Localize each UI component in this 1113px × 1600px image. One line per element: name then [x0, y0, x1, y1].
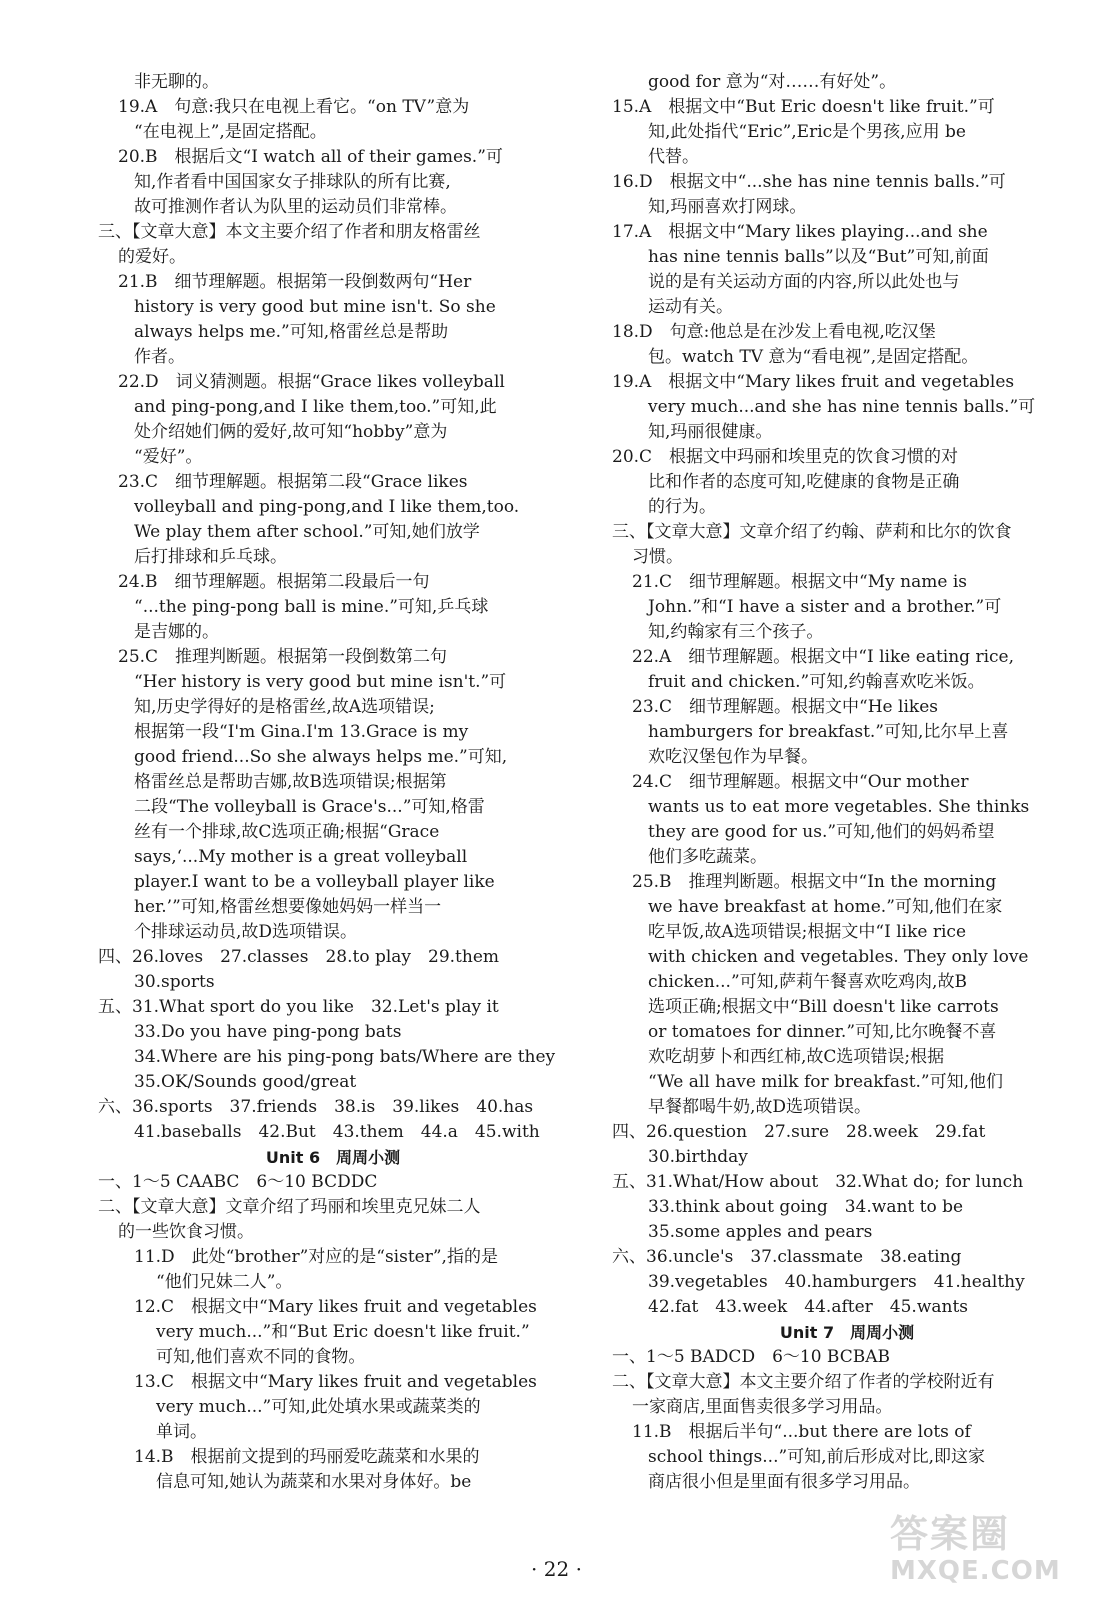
text-line: 知,约翰家有三个孩子。	[648, 622, 824, 642]
text-line: 21.B 细节理解题。根据第一段倒数两句“Her	[118, 272, 472, 292]
text-line: 16.D 根据文中“...she has nine tennis balls.”可	[612, 172, 1006, 192]
section-heading: Unit 6 周周小测	[265, 1148, 401, 1167]
text-line: 六、36.sports 37.friends 38.is 39.likes 40.has	[98, 1097, 534, 1117]
text-line: 二段“The volleyball is Grace's...”可知,格雷	[134, 797, 485, 817]
text-line: 41.baseballs 42.But 43.them 44.a 45.with	[134, 1122, 540, 1142]
text-line: 故可推测作者认为队里的运动员们非常棒。	[134, 197, 457, 217]
text-line: 是吉娜的。	[134, 622, 219, 642]
text-line: 丝有一个排球,故C选项正确;根据“Grace	[134, 822, 440, 842]
text-line: 19.A 句意:我只在电视上看它。“on TV”意为	[118, 97, 470, 117]
text-line: John.”和“I have a sister and a brother.”可	[648, 597, 1002, 617]
text-line: and ping-pong,and I like them,too.”可知,此	[134, 397, 497, 417]
text-line: history is very good but mine isn't. So she	[134, 297, 496, 317]
text-line: very much...and she has nine tennis balls.”可	[648, 397, 1036, 417]
text-line: 24.B 细节理解题。根据第二段最后一句	[118, 572, 430, 592]
text-line: 欢吃汉堡包作为早餐。	[648, 747, 818, 767]
text-line: good friend...So she always helps me.”可知,	[134, 747, 508, 767]
text-line: school things...”可知,前后形成对比,即这家	[648, 1447, 985, 1467]
text-line: 23.C 细节理解题。根据文中“He likes	[632, 697, 938, 717]
text-line: 习惯。	[632, 547, 683, 567]
text-line: 33.Do you have ping-pong bats	[134, 1022, 402, 1042]
text-line: 二、【文章大意】文章介绍了玛丽和埃里克兄妹二人	[98, 1197, 481, 1217]
text-line: has nine tennis balls”以及“But”可知,前面	[648, 247, 989, 267]
text-line: We play them after school.”可知,她们放学	[134, 522, 480, 542]
text-line: 非无聊的。	[134, 72, 219, 92]
text-line: “他们兄妹二人”。	[156, 1272, 293, 1292]
text-line: 早餐都喝牛奶,故D选项错误。	[648, 1097, 872, 1117]
text-line: 包。watch TV 意为“看电视”,是固定搭配。	[648, 347, 979, 367]
text-line: 知,历史学得好的是格雷丝,故A选项错误;	[134, 697, 435, 717]
right-column	[612, 70, 1082, 1495]
text-line: 25.C 推理判断题。根据第一段倒数第二句	[118, 647, 448, 667]
left-column	[98, 70, 568, 1495]
text-line: 根据第一段“I'm Gina.I'm 13.Grace is my	[134, 722, 469, 742]
text-line: 17.A 根据文中“Mary likes playing...and she	[612, 222, 988, 242]
text-line: 18.D 句意:他总是在沙发上看电视,吃汉堡	[612, 322, 936, 342]
text-line: 15.A 根据文中“But Eric doesn't like fruit.”可	[612, 97, 995, 117]
text-line: 运动有关。	[648, 297, 733, 317]
text-line: 13.C 根据文中“Mary likes fruit and vegetables	[134, 1372, 537, 1392]
watermark-title: 答案圈	[890, 1512, 1011, 1556]
text-line: “Her history is very good but mine isn't.”可	[134, 672, 507, 692]
text-line: 11.D 此处“brother”对应的是“sister”,指的是	[134, 1247, 498, 1267]
text-line: 二、【文章大意】本文主要介绍了作者的学校附近有	[612, 1372, 995, 1392]
text-line: 一家商店,里面售卖很多学习用品。	[632, 1397, 893, 1417]
text-line: 比和作者的态度可知,吃健康的食物是正确	[648, 472, 960, 492]
text-line: 四、26.question 27.sure 28.week 29.fat	[612, 1122, 986, 1142]
text-line: “...the ping-pong ball is mine.”可知,乒乓球	[134, 597, 489, 617]
text-line: 一、1～5 CAABC 6～10 BCDDC	[98, 1172, 378, 1192]
text-line: wants us to eat more vegetables. She thinks	[648, 797, 1030, 817]
text-line: 可知,他们喜欢不同的食物。	[156, 1347, 366, 1367]
text-line: 25.B 推理判断题。根据文中“In the morning	[632, 872, 997, 892]
text-line: hamburgers for breakfast.”可知,比尔早上喜	[648, 722, 1009, 742]
text-line: 知,此处指代“Eric”,Eric是个男孩,应用 be	[648, 122, 966, 142]
text-line: 单词。	[156, 1422, 207, 1442]
text-line: 三、【文章大意】本文主要介绍了作者和朋友格雷丝	[98, 222, 481, 242]
text-line: 的爱好。	[118, 247, 186, 267]
text-line: 知,玛丽很健康。	[648, 422, 773, 442]
text-line: 信息可知,她认为蔬菜和水果对身体好。be	[156, 1472, 472, 1492]
text-line: 42.fat 43.week 44.after 45.wants	[648, 1297, 969, 1317]
text-line: always helps me.”可知,格雷丝总是帮助	[134, 322, 449, 342]
text-line: 他们多吃蔬菜。	[648, 847, 767, 867]
text-line: 35.OK/Sounds good/great	[134, 1072, 357, 1092]
text-line: or tomatoes for dinner.”可知,比尔晚餐不喜	[648, 1022, 997, 1042]
text-line: 24.C 细节理解题。根据文中“Our mother	[632, 772, 969, 792]
text-line: 商店很小但是里面有很多学习用品。	[648, 1472, 920, 1492]
text-line: they are good for us.”可知,他们的妈妈希望	[648, 822, 995, 842]
text-line: 代替。	[648, 147, 699, 167]
text-line: 22.A 细节理解题。根据文中“I like eating rice,	[632, 647, 1015, 667]
text-line: 20.C 根据文中玛丽和埃里克的饮食习惯的对	[612, 447, 959, 467]
text-line: 的一些饮食习惯。	[118, 1222, 254, 1242]
text-line: 五、31.What/How about 32.What do; for lunch	[612, 1172, 1024, 1192]
text-line: 33.think about going 34.want to be	[648, 1197, 964, 1217]
text-line: 四、26.loves 27.classes 28.to play 29.them	[98, 947, 500, 967]
text-line: 21.C 细节理解题。根据文中“My name is	[632, 572, 967, 592]
text-line: we have breakfast at home.”可知,他们在家	[648, 897, 1003, 917]
text-line: her.’”可知,格雷丝想要像她妈妈一样当一	[134, 897, 442, 917]
text-line: 12.C 根据文中“Mary likes fruit and vegetables	[134, 1297, 537, 1317]
text-line: 六、36.uncle's 37.classmate 38.eating	[612, 1247, 962, 1267]
text-line: 一、1～5 BADCD 6～10 BCBAB	[612, 1347, 891, 1367]
text-line: 格雷丝总是帮助吉娜,故B选项错误;根据第	[134, 772, 447, 792]
text-line: 五、31.What sport do you like 32.Let's play it	[98, 997, 499, 1017]
text-line: chicken...”可知,萨莉午餐喜欢吃鸡肉,故B	[648, 972, 967, 992]
text-line: says,‘...My mother is a great volleyball	[134, 847, 468, 867]
text-line: with chicken and vegetables. They only love	[648, 947, 1029, 967]
text-line: fruit and chicken.”可知,约翰喜欢吃米饭。	[648, 672, 985, 692]
text-line: good for 意为“对……有好处”。	[648, 72, 897, 92]
text-line: 19.A 根据文中“Mary likes fruit and vegetables	[612, 372, 1015, 392]
text-line: 知,玛丽喜欢打网球。	[648, 197, 807, 217]
text-line: 20.B 根据后文“I watch all of their games.”可	[118, 147, 503, 167]
section-heading: Unit 7 周周小测	[779, 1323, 915, 1342]
text-line: 欢吃胡萝卜和西红柿,故C选项错误;根据	[648, 1047, 945, 1067]
text-line: “We all have milk for breakfast.”可知,他们	[648, 1072, 1004, 1092]
text-line: very much...”可知,此处填水果或蔬菜类的	[156, 1397, 481, 1417]
text-line: volleyball and ping-pong,and I like them,too.	[134, 497, 520, 517]
text-line: very much...”和“But Eric doesn't like fruit.”	[156, 1322, 530, 1342]
text-line: 个排球运动员,故D选项错误。	[134, 922, 358, 942]
text-line: 后打排球和乒乓球。	[134, 547, 287, 567]
text-line: 的行为。	[648, 497, 716, 517]
text-line: 11.B 根据后半句“...but there are lots of	[632, 1422, 971, 1442]
text-line: 吃早饭,故A选项错误;根据文中“I like rice	[648, 922, 967, 942]
text-line: 22.D 词义猜测题。根据“Grace likes volleyball	[118, 372, 505, 392]
page-number: · 22 ·	[531, 1557, 582, 1581]
text-line: 选项正确;根据文中“Bill doesn't like carrots	[648, 997, 999, 1017]
text-line: “爱好”。	[134, 447, 203, 467]
text-line: 三、【文章大意】文章介绍了约翰、萨莉和比尔的饮食	[612, 522, 1012, 542]
text-line: 35.some apples and pears	[648, 1222, 873, 1242]
text-line: 处介绍她们俩的爱好,故可知“hobby”意为	[134, 422, 448, 442]
watermark-url: MXQE.COM	[890, 1556, 1061, 1586]
text-line: 23.C 细节理解题。根据第二段“Grace likes	[118, 472, 468, 492]
text-line: 作者。	[134, 347, 185, 367]
text-line: 知,作者看中国国家女子排球队的所有比赛,	[134, 172, 451, 192]
text-line: 39.vegetables 40.hamburgers 41.healthy	[648, 1272, 1025, 1292]
text-line: 30.birthday	[648, 1147, 748, 1167]
text-line: 说的是有关运动方面的内容,所以此处也与	[648, 272, 960, 292]
text-line: 14.B 根据前文提到的玛丽爱吃蔬菜和水果的	[134, 1447, 480, 1467]
watermark-logo	[890, 1512, 1100, 1594]
text-line: 34.Where are his ping-pong bats/Where are they	[134, 1047, 556, 1067]
text-line: “在电视上”,是固定搭配。	[134, 122, 327, 142]
text-line: player.I want to be a volleyball player like	[134, 872, 495, 892]
text-line: 30.sports	[134, 972, 215, 992]
